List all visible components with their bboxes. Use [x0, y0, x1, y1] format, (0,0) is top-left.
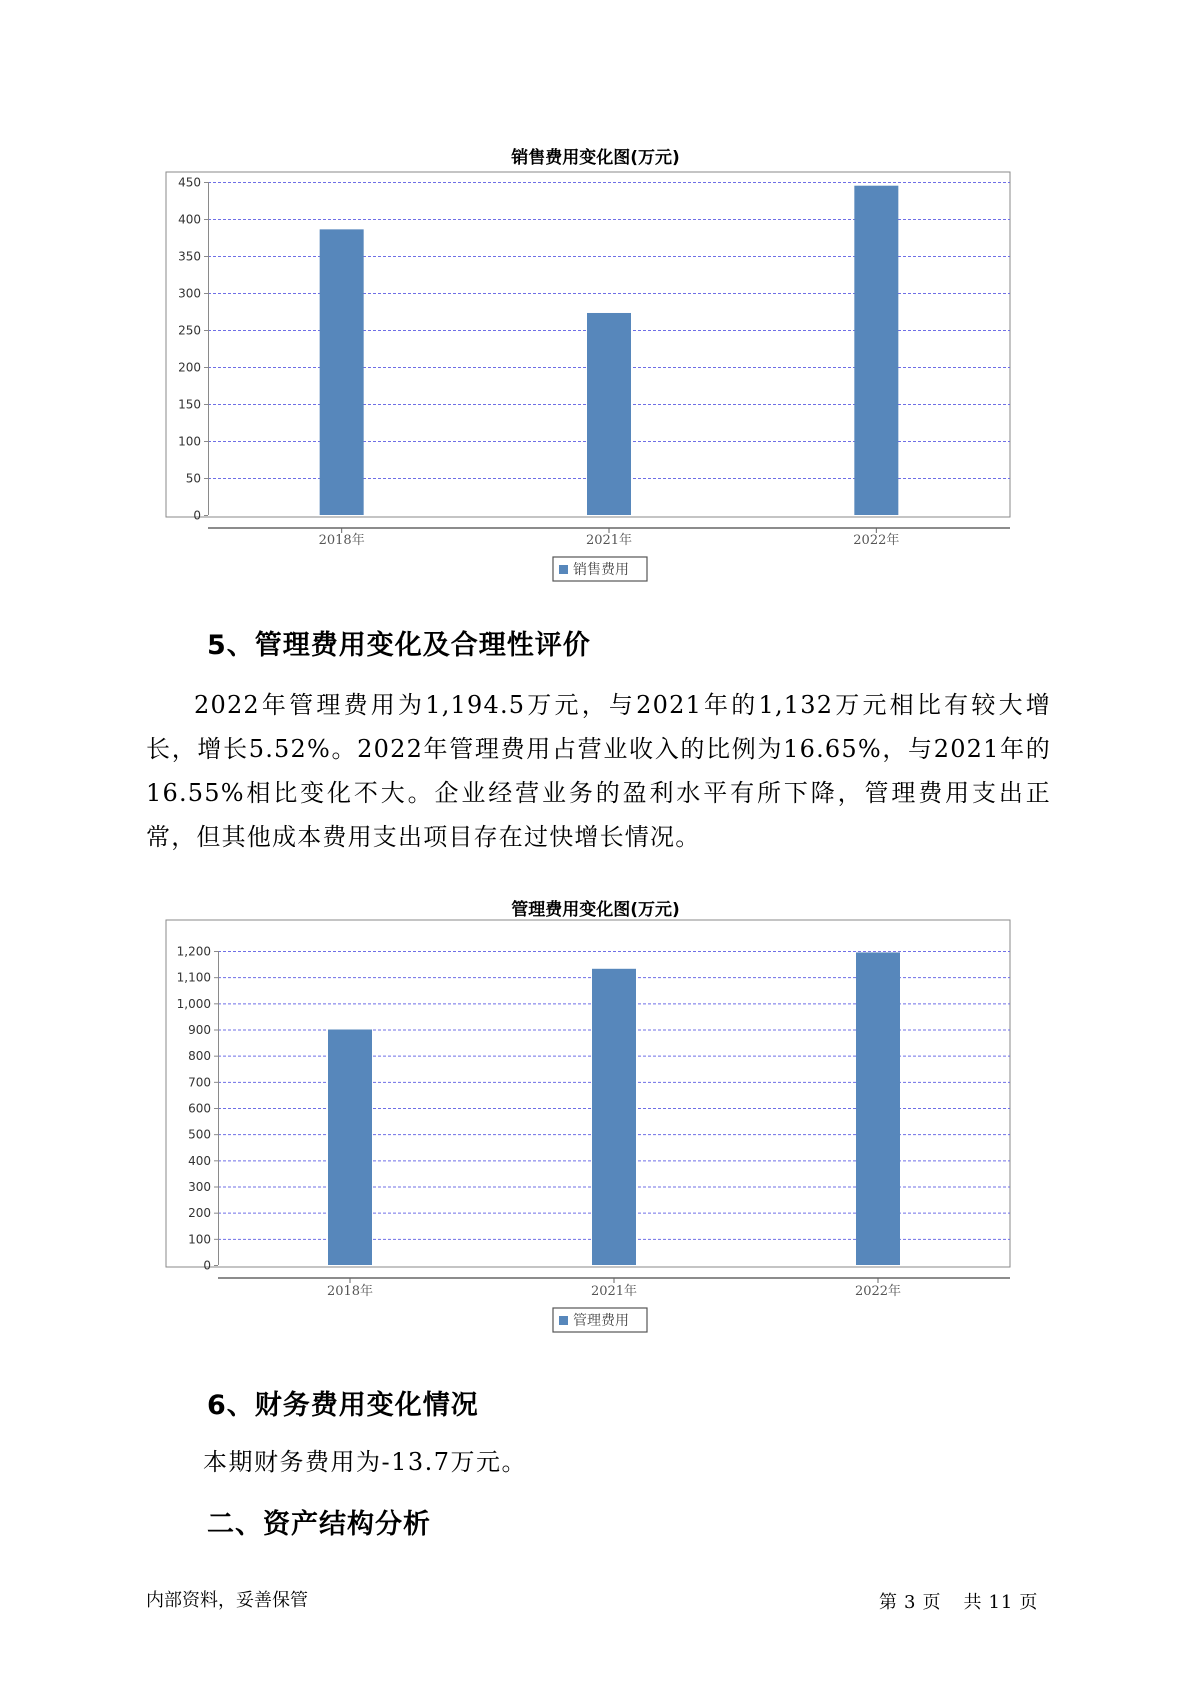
page-number: 3 [904, 1592, 917, 1613]
legend-label: 销售费用 [573, 562, 629, 578]
y-tick-label: 700 [188, 1075, 211, 1090]
y-tick-label: 1,200 [176, 944, 211, 959]
section-6-paragraph: 本期财务费用为-13.7万元。 [203, 1448, 528, 1476]
y-tick-label: 100 [188, 1232, 211, 1247]
section-5-heading: 5、管理费用变化及合理性评价 [207, 630, 591, 661]
y-tick-label: 350 [178, 249, 201, 264]
y-tick-label: 50 [185, 471, 201, 486]
total-pages: 11 [988, 1592, 1014, 1613]
y-tick-label: 400 [188, 1153, 211, 1168]
y-tick-label: 250 [178, 323, 201, 338]
page-prefix: 第 [879, 1592, 898, 1613]
x-tick-label: 2021年 [590, 1284, 638, 1299]
y-tick-label: 450 [178, 175, 201, 190]
y-tick-label: 1,000 [176, 996, 211, 1011]
legend-swatch [559, 1316, 568, 1325]
y-tick-label: 900 [188, 1023, 211, 1037]
total-suffix: 页 [1019, 1592, 1039, 1613]
x-tick-label: 2022年 [853, 533, 900, 548]
y-tick-label: 800 [188, 1049, 211, 1064]
admin-expense-chart-title: 管理费用变化图(万元) [511, 900, 680, 920]
total-prefix: 共 [963, 1592, 983, 1613]
page-mid: 页 [922, 1592, 942, 1613]
y-tick-label: 1,100 [176, 970, 211, 985]
y-tick-label: 200 [188, 1206, 211, 1221]
section-6-heading: 6、财务费用变化情况 [207, 1390, 479, 1421]
bar-2021年 [592, 969, 636, 1265]
x-tick-label: 2021年 [585, 533, 633, 548]
y-tick-label: 500 [188, 1127, 211, 1142]
section-5-paragraph: 2022年管理费用为1,194.5万元，与2021年的1,132万元相比有较大增长，增长5.52%。2022年管理费用占营业收入的比例为16.65%，与2021年的16.55%相比变化不大。企业经营业务的盈利水平有所下降，管理费用支出正常，但其他成本费用支出项目存在过快增长情况。 [146, 691, 1051, 851]
sales-expense-chart-title: 销售费用变化图(万元) [511, 148, 680, 168]
footer-confidential-note: 内部资料，妥善保管 [146, 1590, 308, 1611]
y-tick-label: 600 [188, 1101, 211, 1116]
bar-2022年 [856, 952, 900, 1265]
y-tick-label: 200 [178, 360, 201, 375]
x-tick-label: 2018年 [326, 1284, 374, 1299]
y-tick-label: 400 [178, 212, 201, 227]
y-tick-label: 100 [178, 434, 201, 449]
x-tick-label: 2022年 [854, 1284, 902, 1299]
y-tick-label: 0 [203, 1258, 211, 1273]
y-tick-label: 150 [178, 397, 201, 412]
y-tick-label: 300 [188, 1180, 211, 1194]
bar-2018年 [328, 1030, 372, 1266]
footer-page-info [879, 1588, 1044, 1614]
legend-label: 管理费用 [573, 1313, 629, 1329]
y-tick-label: 0 [193, 508, 201, 523]
y-tick-label: 300 [178, 286, 201, 301]
part-2-heading: 二、资产结构分析 [207, 1509, 431, 1540]
x-tick-label: 2018年 [318, 533, 365, 548]
